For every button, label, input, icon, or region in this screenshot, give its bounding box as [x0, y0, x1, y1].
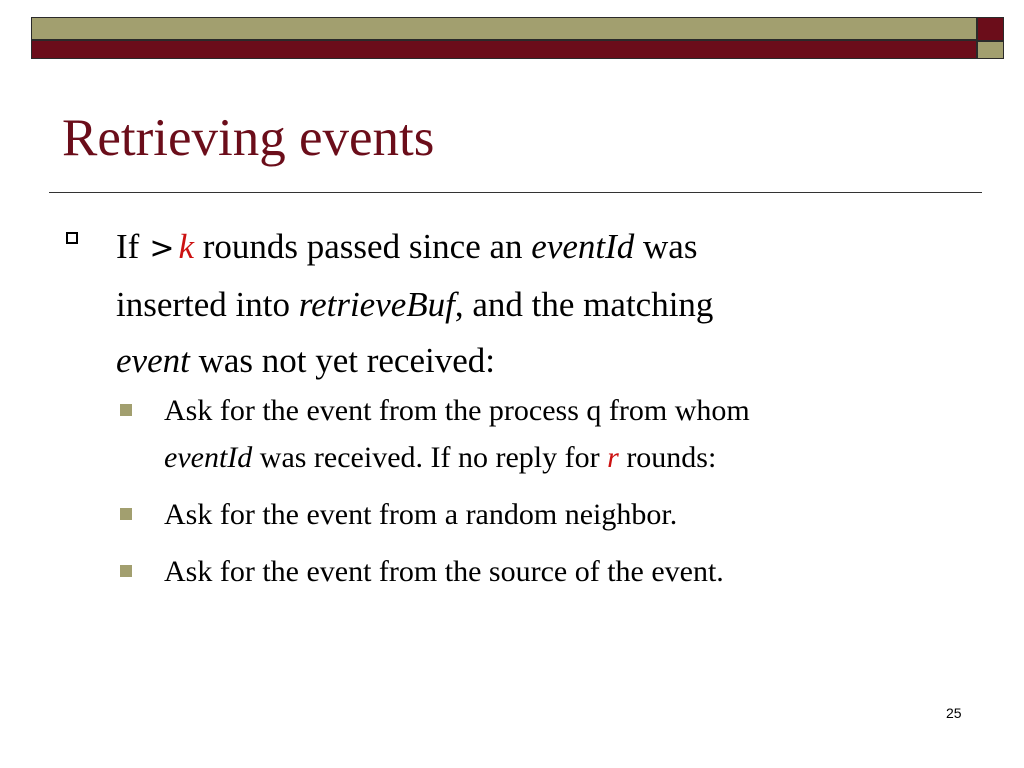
filled-square-bullet-icon [120, 565, 132, 577]
term-retrieveBuf: retrieveBuf [298, 285, 455, 324]
header-corner-olive-square [977, 41, 1004, 59]
slide-title: Retrieving events [62, 109, 435, 167]
variable-r: r [607, 441, 619, 474]
filled-square-bullet-icon [120, 404, 132, 416]
sub-bullet-3: Ask for the event from the source of the event. [118, 548, 978, 595]
variable-k: k [178, 227, 194, 266]
main-bullet-line-1: If > k rounds passed since an eventId was [116, 227, 698, 266]
header-red-band [31, 40, 977, 59]
page-number: 25 [946, 705, 962, 721]
main-bullet-line-3: event was not yet received: [116, 341, 495, 380]
term-event: event [116, 341, 190, 380]
sub-bullet-1: Ask for the event from the process q from whom eventId was received. If no reply for r rounds: [118, 387, 978, 481]
hollow-square-bullet-icon [66, 232, 78, 244]
title-divider [49, 192, 982, 193]
filled-square-bullet-icon [120, 508, 132, 520]
sub-bullet-list [118, 387, 978, 595]
header-olive-band [31, 17, 977, 40]
greater-than-symbol: > [149, 231, 175, 266]
sub-bullet-2: Ask for the event from a random neighbor. [118, 491, 978, 538]
main-bullet-line-2: inserted into retrieveBuf, and the matching [116, 285, 714, 324]
header-corner-red-square [977, 17, 1004, 41]
term-eventId: eventId [531, 227, 635, 266]
term-eventId: eventId [164, 441, 253, 474]
main-bullet-text [116, 219, 936, 389]
